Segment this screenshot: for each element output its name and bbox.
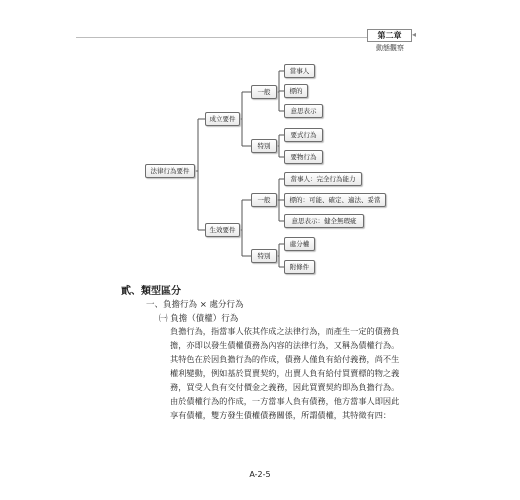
chapter-marker-icon: ◂ [412,30,417,39]
node-establish-general-item: 意思表示 [284,104,323,118]
paragraph-line: 負擔行為，指當事人依其作成之法律行為，而產生一定的債務負 [170,326,400,336]
node-effective-special-item: 處分權 [284,237,315,251]
node-establish-general: 一般 [251,85,277,99]
subsection-heading: 一、負擔行為 × 處分行為 [146,300,244,310]
node-effective-special-item: 附條件 [284,260,315,274]
node-effective-general: 一般 [251,193,277,207]
paragraph-line: 權利變動，例如基於買賣契約，出賣人負有給付買賣標的物之義 [170,368,400,378]
chapter-subtitle: 動態觀察 [376,44,404,52]
node-effective-special: 特別 [251,249,277,263]
chapter-label: 第二章 [367,29,412,42]
subsection-title: ㈠ 負擔（債權）行為 [159,314,239,324]
node-root: 法律行為要件 [145,164,195,178]
node-establish-general-item: 標的 [284,84,308,98]
paragraph-line: 務，買受人負有交付價金之義務，因此買賣契約即為負擔行為。 [170,382,400,392]
paragraph-line: 由於債權行為的作成，一方當事人負有債務，他方當事人即因此 [170,396,400,406]
paragraph-line: 擔，亦即以發生債權債務為內容的法律行為，又稱為債權行為。 [170,340,400,350]
node-effective-general-item: 標的：可能、確定、適法、妥當 [284,193,386,207]
node-establish-general-item: 當事人 [284,64,315,78]
page-number: A-2-5 [249,470,271,479]
paragraph-line: 其特色在於因負擔行為的作成，債務人僅負有給付義務，尚不生 [170,354,400,364]
node-effective: 生效要件 [205,223,240,237]
node-effective-general-item: 意思表示：健全無瑕疵 [284,214,364,228]
paragraph-line: 享有債權，雙方發生債權債務關係，所謂債權，其特徵有四： [170,410,392,420]
node-establish: 成立要件 [205,112,240,126]
node-effective-general-item: 當事人：完全行為能力 [284,172,362,186]
node-establish-special: 特別 [251,139,277,153]
section-heading: 貳、類型區分 [121,286,181,297]
node-establish-special-item: 要式行為 [284,128,323,142]
node-establish-special-item: 要物行為 [284,150,323,164]
